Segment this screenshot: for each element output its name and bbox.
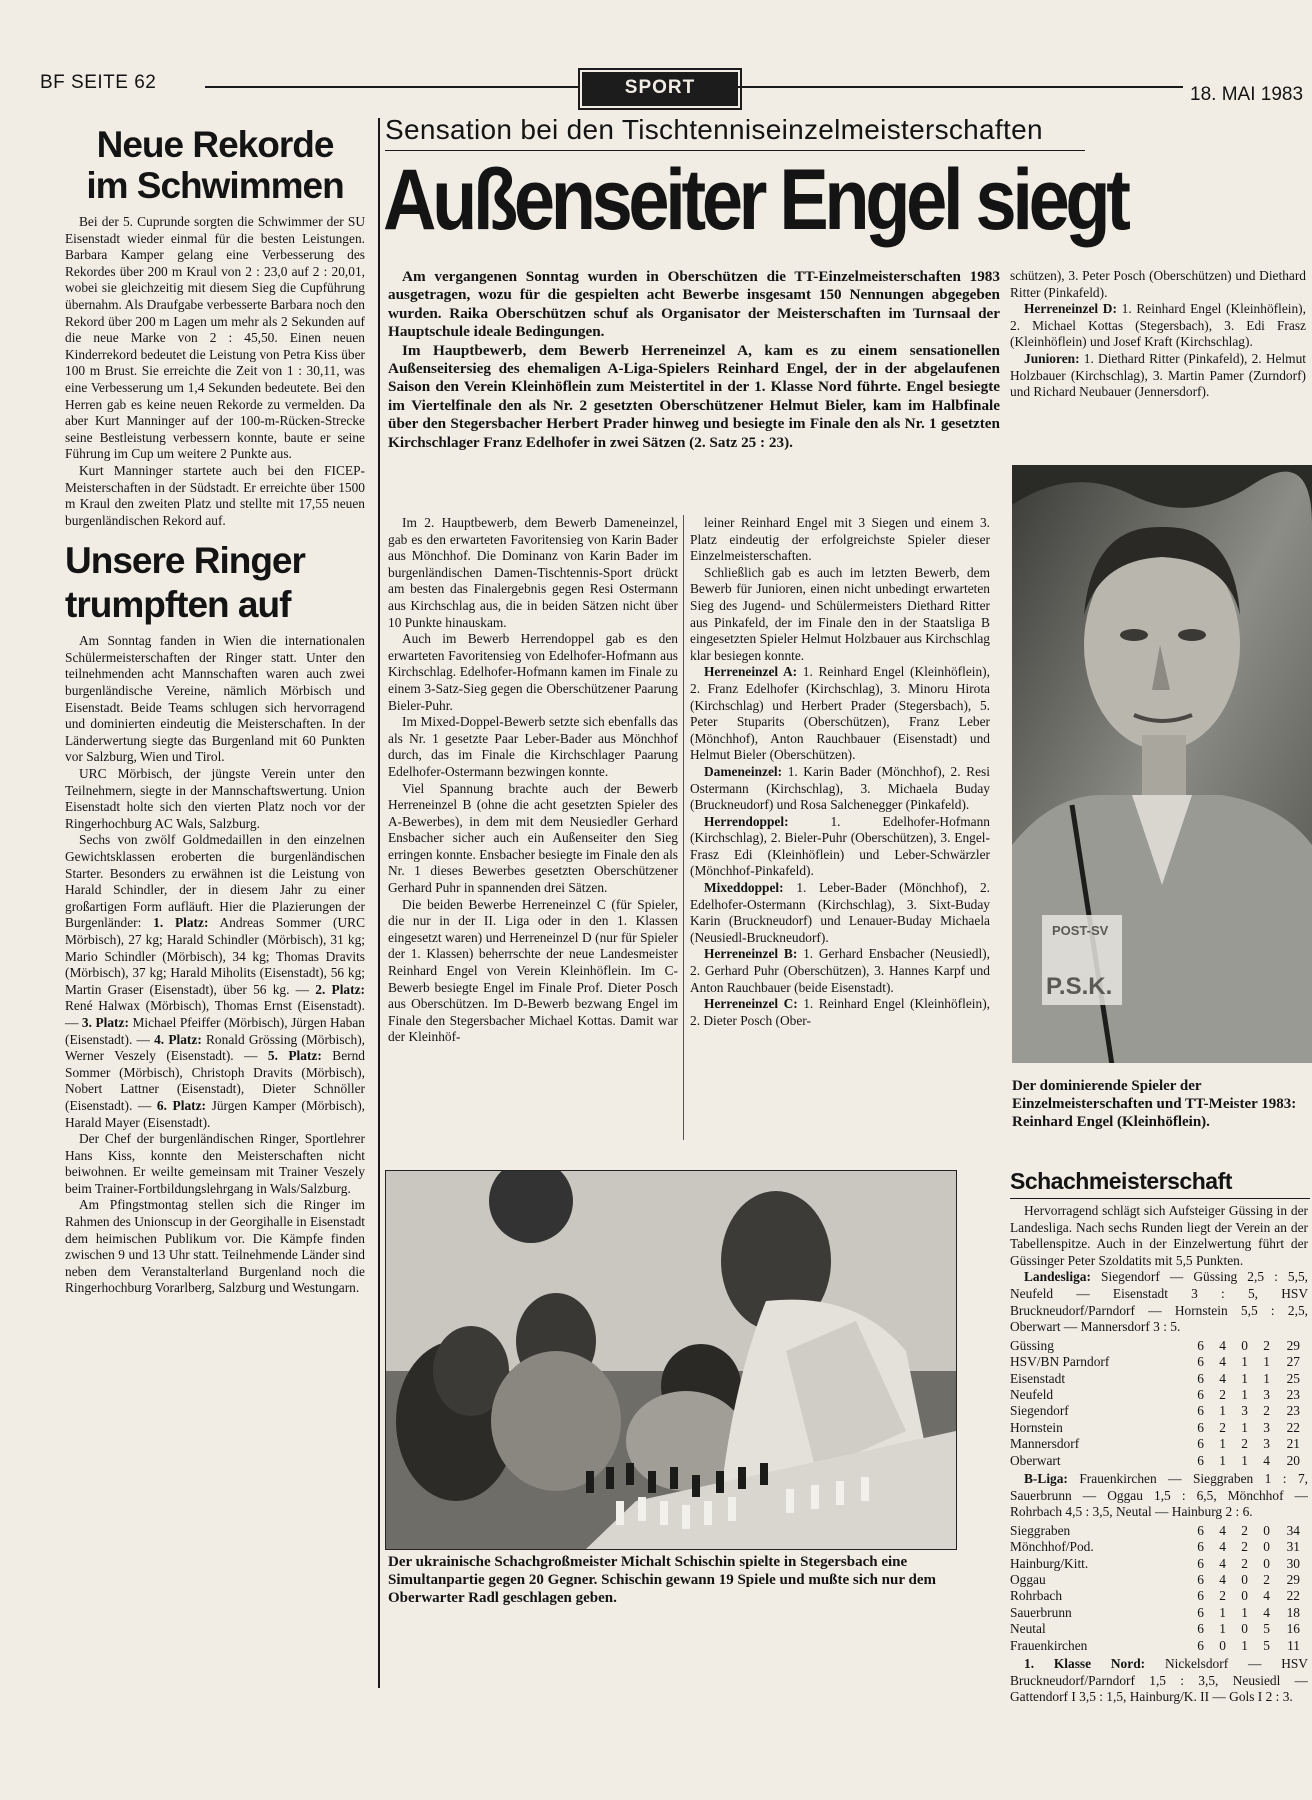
stat-cell: 3 [1263,1386,1270,1402]
chess-league-label: B-Liga: [1024,1471,1068,1486]
wrestling-headline [65,539,365,627]
stat-cell: 6 [1197,1522,1204,1538]
stat-cell: 1 [1241,1354,1248,1370]
result-label: Herrendoppel: [704,813,789,829]
stat-cell: 0 [1241,1572,1248,1587]
portrait-caption: Der dominierende Spieler der Einzelmeisterschaften und TT-Meister 1983: Reinhard Engel (Kleinhöflein). [1012,1078,1297,1130]
stat-cell: 1 [1219,1621,1226,1637]
result-text: 1. Reinhard Engel (Kleinhöflein), 2. Franz Edelhofer (Kirchschlag), 3. Minoru Hirota (Kirchschlag) und Herbert Prader (Stegersbach), 5. Peter Stuparits (Oberschützen), Franz Leber (Mönchhof), Anton Rauchbauer (Eisenstadt) und Helmut Bieler (Oberschützen). [690,664,990,763]
table-row [1010,1387,1300,1403]
result-label: Herreneinzel A: [704,664,798,680]
team-name-cell: Rohrbach [1010,1588,1063,1604]
stat-cell: 2 [1241,1436,1248,1452]
team-name-cell: Mönchhof/Pod. [1010,1539,1094,1555]
stat-cell: 30 [1286,1555,1300,1571]
table-row [1010,1572,1300,1588]
stat-cell: 4 [1219,1354,1226,1370]
stat-cell: 27 [1286,1354,1300,1370]
landesliga-table [1010,1338,1300,1469]
stat-cell: 6 [1197,1588,1204,1604]
team-name-cell: HSV/BN Parndorf [1010,1354,1110,1370]
stat-cell: 5 [1263,1637,1270,1653]
article-continuation [1010,268,1306,401]
issue-date: 18. MAI 1983 [1190,84,1304,105]
chess-headline: Schachmeisterschaft [1010,1168,1232,1194]
stat-cell: 4 [1219,1370,1226,1386]
wrestling-headline-line2: trumpften auf [65,584,291,626]
stat-cell: 1 [1241,1452,1248,1468]
stat-cell: 5 [1263,1621,1270,1637]
team-name-cell: Eisenstadt [1010,1370,1066,1386]
chess-bliga-results [1010,1471,1308,1521]
place-2-label: 2. Platz: [315,981,365,997]
stat-cell: 11 [1287,1637,1300,1653]
stat-cell: 6 [1197,1604,1204,1620]
section-label: SPORT [582,72,738,106]
stat-cell: 0 [1263,1555,1270,1571]
result-label: Herreneinzel B: [704,946,798,962]
result-text: 1. Reinhard Engel (Kleinhöflein), 2. Dieter Posch (Ober- [690,996,990,1028]
stat-cell: 1 [1241,1386,1248,1402]
stat-cell: 1 [1219,1403,1226,1419]
stat-cell: 0 [1241,1588,1248,1604]
article-headline: Außenseiter Engel siegt [383,152,1127,248]
swimming-body [65,214,365,529]
team-name-cell: Mannersdorf [1010,1436,1080,1452]
stat-cell: 1 [1263,1354,1270,1370]
result-herreneinzel-d [1010,301,1306,351]
stat-cell: 2 [1219,1386,1226,1402]
stat-cell: 18 [1286,1604,1300,1620]
table-row [1010,1338,1300,1354]
chess-league-text: Nickelsdorf — HSV Bruckneudorf/Parndorf 1,5 : 3,5, Neusiedl — Gattendorf I 3,5 : 1,5, Hainburg/K. II — Gols I 2 : 3. [1010,1656,1308,1705]
stat-cell: 6 [1197,1337,1204,1353]
stat-cell: 6 [1197,1572,1204,1587]
stat-cell: 21 [1286,1436,1300,1452]
lead-paragraph-2: Im Hauptbewerb, dem Bewerb Herreneinzel A, kam es zu einem sensationellen Außenseitersieg des ehemaligen A-Liga-Spielers Reinhard Engel, der in der abgelaufenen Saison den Verein Kleinhöflein zum Meistertitel in der 1. Klasse Nord führte. Engel besiegte im Viertelfinale den als Nr. 2 gesetzten Oberschützener Helmut Bieler, kam im Halbfinale über den Stegersbacher Herbert Prader hinweg und besiegte im Finale den als Nr. 1 gesetzten Kirchschlager Franz Edelhofer in zwei Sätzen (2. Satz 25 : 23). [388,341,1000,451]
column-2-paragraph-2: Schließlich gab es auch im letzten Bewerb, dem Bewerb für Junioren, einen nicht unbedingt erwarteten Sieg des Jugend- und Schülermeisters Diethard Ritter aus Pinkafeld, der im Finale den in der Staatsliga B eingesetzten Spieler Helmut Holzbauer aus Kirchschlag klar besiegen konnte. [690,564,990,663]
stat-cell: 4 [1219,1539,1226,1555]
team-name-cell: Oggau [1010,1572,1046,1587]
team-name-cell: Neutal [1010,1621,1046,1637]
team-name-cell: Frauenkirchen [1010,1637,1088,1653]
column-divider-left [378,118,380,1688]
stat-cell: 6 [1197,1539,1204,1555]
stat-cell: 4 [1219,1572,1226,1587]
result-herreneinzel-c [690,996,990,1029]
result-label: Mixeddoppel: [704,880,784,896]
place-1-label: 1. Platz: [153,915,209,931]
stat-cell: 16 [1286,1621,1300,1637]
column-1-paragraph-5: Die beiden Bewerbe Herreneinzel C (für Spieler, die nur in der II. Liga oder in den 1. Klassen eingesetzt waren) und Herreneinzel D (nur für Spieler der 1. Klassen) beherrschte der neue Landesmeister Reinhard Engel von Verein Kleinhöflein. Im C-Bewerb besiegte Engel im Finale Prof. Dieter Posch aus Oberschützen. Im D-Bewerb bezwang Engel im Finale den Stegersbacher Michael Kottas. Damit war der Kleinhöf- [388,896,678,1045]
stat-cell: 0 [1241,1337,1248,1353]
stat-cell: 23 [1286,1386,1300,1402]
wrestling-headline-line1: Unsere Ringer [65,540,305,582]
table-row [1010,1354,1300,1370]
stat-cell: 6 [1197,1419,1204,1435]
place-3-label: 3. Platz: [81,1014,129,1030]
team-name-cell: Sauerbrunn [1010,1604,1072,1620]
column-1-paragraph-2: Auch im Bewerb Herrendoppel gab es den erwarteten Favoritensieg von Edelhofer-Hofmann aus Kirchschlag. Edelhofer-Hofmann kamen im Finale zu einem 3-Satz-Sieg gegen die Oberschützener Paarung Bieler-Puhr. [388,631,678,713]
article-kicker: Sensation bei den Tischtenniseinzelmeisterschaften [385,114,1043,145]
place-1-text: Andreas Sommer (URC Mörbisch), 27 kg; Harald Schindler (Mörbisch), 31 kg; Mario Schindler (Mörbisch), 34 kg; Thomas Dravits (Mörbisch), 37 kg; Harald Miholits (Eisenstadt), 56 kg; Martin Graser (Eisenstadt), über 56 kg. — [65,915,366,997]
stat-cell: 2 [1263,1337,1270,1353]
chess-simul-caption: Der ukrainische Schachgroßmeister Michalt Schischin spielte in Stegersbach eine Simultanpartie gegen 20 Gegner. Schischin gewann 19 Spiele und mußte sich nur dem Oberwarter Radl geschlagen geben. [388,1554,936,1606]
result-text: 1. Diethard Ritter (Pinkafeld), 2. Helmut Holzbauer (Kirchschlag), 3. Martin Pamer (Zurndorf) und Richard Neubauer (Jennersdorf). [1010,350,1306,400]
stat-cell: 25 [1286,1370,1300,1386]
stat-cell: 31 [1286,1539,1300,1555]
stat-cell: 0 [1263,1539,1270,1555]
result-text: 1. Karin Bader (Mönchhof), 2. Resi Ostermann (Kirchschlag), 3. Michaela Buday (Bruckneudorf) und Rosa Salchenegger (Pinkafeld). [690,763,990,813]
team-name-cell: Siegendorf [1010,1403,1069,1419]
stat-cell: 1 [1241,1604,1248,1620]
chess-headline-rule [1010,1198,1310,1199]
place-6-label: 6. Platz: [156,1097,207,1113]
team-name-cell: Hornstein [1010,1419,1063,1435]
stat-cell: 2 [1241,1522,1248,1538]
table-row [1010,1556,1300,1572]
page-number: BF SEITE 62 [40,72,157,93]
stat-cell: 6 [1197,1555,1204,1571]
shirt-logo-text-1: POST-SV [1052,923,1109,938]
stat-cell: 2 [1263,1403,1270,1419]
stat-cell: 3 [1263,1436,1270,1452]
result-text: 1. Reinhard Engel (Kleinhöflein), 2. Michael Kottas (Stegersbach), 3. Edi Frasz (Kleinhöflein) und Josef Kraft (Kirchschlag). [1010,301,1306,350]
column-1-paragraph-4: Viel Spannung brachte auch der Bewerb Herreneinzel B (ohne die acht gesetzten Spieler des A-Bewerbes), in dem mit dem Neusiedler Gerhard Ensbacher sicher auch ein Außenseiter den Sieg erringen konnte. Ensbacher besiegte im Finale den als Nr. 1 dieses Bewerbes gesetzten Oberschützener Gerhard Puhr in spannenden drei Sätzen. [388,780,678,896]
stat-cell: 29 [1286,1572,1300,1587]
column-2-paragraph-1: leiner Reinhard Engel mit 3 Siegen und einem 3. Platz eindeutig der erfolgreichste Spieler dieser Einzelmeisterschaften. [690,515,990,564]
result-text: 1. Edelhofer-Hofmann (Kirchschlag), 2. Bieler-Puhr (Oberschützen), 3. Engel-Frasz Edi (Kleinhöflein) und Leber-Schwärzler (Mönchhof-Pinkafeld). [690,813,990,879]
stat-cell: 0 [1241,1621,1248,1637]
bliga-table [1010,1523,1300,1654]
stat-cell: 22 [1286,1588,1300,1604]
stat-cell: 6 [1197,1354,1204,1370]
article-column-2 [690,515,990,1029]
portrait-photo [1012,465,1312,1063]
wrestling-body [65,633,365,1297]
lead-paragraph-1: Am vergangenen Sonntag wurden in Oberschützen die TT-Einzelmeisterschaften 1983 ausgetragen, wozu für die gespielten acht Bewerbe insgesamt 150 Nennungen abgegeben wurden. Raika Oberschützen schuf als Organisator der Meisterschaften im Turnsaal der Hauptschule ideale Bedingungen. [388,268,1000,341]
wrestling-paragraph-4: Der Chef der burgenländischen Ringer, Sportlehrer Hans Kiss, konnte den Meisterschaften nicht beiwohnen. Er weilte gemeinsam mit Trainer Veszely beim Trainer-Fortbildungslehrgang in Wals/Salzburg. [65,1131,365,1196]
chess-simul-photo [385,1170,957,1550]
table-row [1010,1403,1300,1419]
chess-simul-photo-illustration [386,1171,956,1549]
stat-cell: 2 [1219,1588,1226,1604]
stat-cell: 1 [1263,1370,1270,1386]
stat-cell: 20 [1286,1452,1300,1468]
table-row [1010,1371,1300,1387]
chess-league-text: Siegendorf — Güssing 2,5 : 5,5, Neufeld — Eisenstadt 3 : 5, HSV Bruckneudorf/Parndorf — Hornstein 5,5 : 2,5, Oberwart — Mannersdorf 3 : 5. [1010,1269,1308,1335]
stat-cell: 3 [1241,1403,1248,1419]
stat-cell: 4 [1263,1452,1270,1468]
team-name-cell: Sieggraben [1010,1522,1071,1538]
column-divider-mid [683,515,684,1140]
header-rule-left [205,86,580,88]
stat-cell: 6 [1197,1452,1204,1468]
stat-cell: 22 [1286,1419,1300,1435]
result-dameneinzel [690,764,990,814]
stat-cell: 6 [1197,1403,1204,1419]
result-label: Junioren: [1024,350,1080,366]
stat-cell: 6 [1197,1370,1204,1386]
stat-cell: 2 [1241,1555,1248,1571]
article-lead [388,268,1000,452]
result-junioren [1010,351,1306,401]
table-row [1010,1621,1300,1637]
team-name-cell: Hainburg/Kitt. [1010,1555,1089,1571]
stat-cell: 4 [1219,1522,1226,1538]
chess-klasse-nord-results [1010,1656,1308,1706]
stat-cell: 1 [1241,1370,1248,1386]
chess-landesliga-results [1010,1269,1308,1335]
team-name-cell: Güssing [1010,1337,1054,1353]
stat-cell: 29 [1286,1337,1300,1353]
result-herreneinzel-a [690,664,990,764]
article-column-1 [388,515,678,1046]
stat-cell: 6 [1197,1436,1204,1452]
chess-article [1010,1203,1308,1706]
swimming-article [65,124,365,1297]
stat-cell: 6 [1197,1386,1204,1402]
table-row [1010,1436,1300,1452]
result-label: Herreneinzel C: [704,996,798,1012]
place-4-text: Ronald Grössing (Mörbisch), Werner Veszely (Eisenstadt). — [65,1031,366,1064]
result-label: Dameneinzel: [704,763,783,779]
chess-league-label: Landesliga: [1024,1269,1091,1285]
swimming-paragraph-1: Bei der 5. Cuprunde sorgten die Schwimmer der SU Eisenstadt wieder einmal für die besten Leistungen. Barbara Kamper gelang eine Verbesserung des Rekordes über 200 m Kraul von 2 : 23,0 auf 2 : 20,01, wobei sie gleichzeitig mit diesem Sieg die Cupführung übernahm. Als Draufgabe verbesserte Barbara noch den Rekord über 200 m Lagen um mehr als 2 Sekunden auf die neue Marke von 2 : 45,50. Einen neuen Kinderrekord bedeutet die Leistung von Petra Kiss über 100 m Brust. Sie erreichte die Zeit von 1 : 30,11, was eine Verbesserung um 1,4 Sekunden bedeutete. Bei den Herren gab es keine neuen Rekorde zu vermelden. Da aber Kurt Manninger auf der 100-m-Rücken-Strecke seine Bestleistung verbessern konnte, baute er seine Führung im Cup um weitere 2 Punkte aus. [65,214,365,462]
table-row [1010,1523,1300,1539]
result-mixeddoppel [690,880,990,946]
result-text: 1. Gerhard Ensbacher (Neusiedl), 2. Gerhard Puhr (Oberschützen), 3. Hannes Karpf und Anton Rauchbauer (beide Eisenstadt). [690,946,990,995]
column-1-paragraph-3: Im Mixed-Doppel-Bewerb setzte sich ebenfalls das als Nr. 1 gesetzte Paar Leber-Bader aus Mönchhof durch, das im Finale die Kirchschlager Paarung Edelhofer-Ostermann bezwingen konnte. [388,714,678,779]
result-text: 1. Leber-Bader (Mönchhof), 2. Edelhofer-Ostermann (Kirchschlag), 3. Sixt-Buday Karin (Bruckneudorf) und Lenauer-Buday Michaela (Neusiedl-Bruckneudorf). [690,880,990,945]
stat-cell: 1 [1219,1452,1226,1468]
place-3-text: Michael Pfeiffer (Mörbisch), Jürgen Haban (Eisenstadt). — [65,1014,365,1047]
place-6-text: Jürgen Kamper (Mörbisch), Harald Mayer (Eisenstadt). [65,1097,365,1130]
chess-paragraph-1: Hervorragend schlägt sich Aufsteiger Güssing in der Landesliga. Nach sechs Runden liegt der Verein an der Tabellenspitze. Auch in der Einzelwertung führt der Güssinger Peter Szoldatits mit 5,5 Punkten. [1010,1203,1308,1268]
stat-cell: 1 [1219,1436,1226,1452]
wrestling-paragraph-1: Am Sonntag fanden in Wien die internationalen Schülermeisterschaften der Ringer statt. Unter den teilnehmenden acht Mannschaften waren auch zwei burgenländische Vereine, nämlich Mörbisch und Eisenstadt. Beide Teams schlugen sich hervorragend und dominierten eindeutig die Meisterschaften. In der Länderwertung siegte das Burgenland mit 60 Punkten vor Salzburg, Wien und Tirol. [65,633,365,765]
wrestling-paragraph-5: Am Pfingstmontag stellen sich die Ringer im Rahmen des Unionscup in der Georgihalle in Eisenstadt dem heimischen Publikum vor. Die Kämpfe finden zwischen 9 und 13 Uhr statt. Teilnehmende Länder sind neben dem Veranstalterland Burgenland noch die Ringerhochburg Vorarlberg, Salzburg und Westungarn. [65,1197,365,1296]
chess-league-text: Frauenkirchen — Sieggraben 1 : 7, Sauerbrunn — Oggau 1,5 : 6,5, Mönchhof — Rohrbach 4,5 : 3,5, Neutal — Hainburg 2 : 6. [1010,1471,1308,1520]
swimming-headline-line2: im Schwimmen [86,165,344,206]
stat-cell: 2 [1241,1539,1248,1555]
table-row [1010,1420,1300,1436]
stat-cell: 3 [1263,1419,1270,1435]
stat-cell: 4 [1263,1604,1270,1620]
chess-league-label: 1. Klasse Nord: [1024,1656,1146,1672]
table-row [1010,1453,1300,1469]
table-row [1010,1605,1300,1621]
stat-cell: 4 [1219,1337,1226,1353]
stat-cell: 4 [1219,1555,1226,1571]
place-2-text: René Halwax (Mörbisch), Thomas Ernst (Eisenstadt). — [65,998,365,1030]
wrestling-paragraph-3-text: Sechs von zwölf Goldmedaillen in den einzelnen Gewichtsklassen eroberten die burgenländischen Starter. Besonders zu erwähnen ist die Leistung von Harald Schindler, der in diesem Jahr zu einer großartigen Form aufläuft. Hier die Plazierungen der Burgenländer: [65,832,365,931]
column-1-paragraph-1: Im 2. Hauptbewerb, dem Bewerb Dameneinzel, gab es den erwarteten Favoritensieg von Karin Bader aus Mönchhof. Die Dominanz von Karin Bader im burgenländischen Damen-Tischtennis-Sport drückt am besten das Finalergebnis gegen Resi Ostermann aus Kirchschlag aus, die in beiden Sätzen nicht über 10 Punkte hinauskam. [388,515,678,630]
swimming-paragraph-2: Kurt Manninger startete auch bei den FICEP-Meisterschaften in der Südstadt. Er erreichte über 1500 m Kraul den zweiten Platz und stellte mit 17,55 neuen burgenländischen Rekord auf. [65,462,365,528]
table-row [1010,1539,1300,1555]
table-row [1010,1588,1300,1604]
place-4-label: 4. Platz: [154,1031,202,1047]
result-herreneinzel-b [690,946,990,996]
team-name-cell: Oberwart [1010,1452,1061,1468]
place-5-text: Bernd Sommer (Mörbisch), Christoph Dravits (Mörbisch), Nobert Lattner (Eisenstadt), Dieter Schnöller (Eisenstadt). — [65,1048,365,1113]
table-row [1010,1638,1300,1654]
stat-cell: 1 [1219,1604,1226,1620]
wrestling-paragraph-2: URC Mörbisch, der jüngste Verein unter den Teilnehmern, siegte in der Mannschaftswertung. Union Eisenstadt holte sich den vierten Platz noch vor der Ringerhochburg AC Wals, Salzburg. [65,766,365,831]
stat-cell: 1 [1241,1419,1248,1435]
stat-cell: 2 [1263,1572,1270,1587]
stat-cell: 0 [1263,1522,1270,1538]
stat-cell: 6 [1197,1621,1204,1637]
shirt-logo-text-2: P.S.K. [1046,973,1113,1000]
swimming-headline [65,124,365,206]
stat-cell: 2 [1219,1419,1226,1435]
continuation-paragraph-1: schützen), 3. Peter Posch (Oberschützen) und Diethard Ritter (Pinkafeld). [1010,268,1306,300]
swimming-headline-line1: Neue Rekorde [96,124,334,165]
stat-cell: 6 [1197,1637,1204,1653]
stat-cell: 1 [1241,1637,1248,1653]
result-herrendoppel [690,814,990,880]
place-5-label: 5. Platz: [267,1048,322,1064]
stat-cell: 0 [1219,1637,1226,1653]
team-name-cell: Neufeld [1010,1386,1054,1402]
header-rule-right [738,86,1183,88]
stat-cell: 23 [1286,1403,1300,1419]
wrestling-paragraph-3 [65,832,365,1131]
stat-cell: 4 [1263,1588,1270,1604]
result-label: Herreneinzel D: [1024,301,1117,317]
stat-cell: 34 [1286,1522,1300,1538]
